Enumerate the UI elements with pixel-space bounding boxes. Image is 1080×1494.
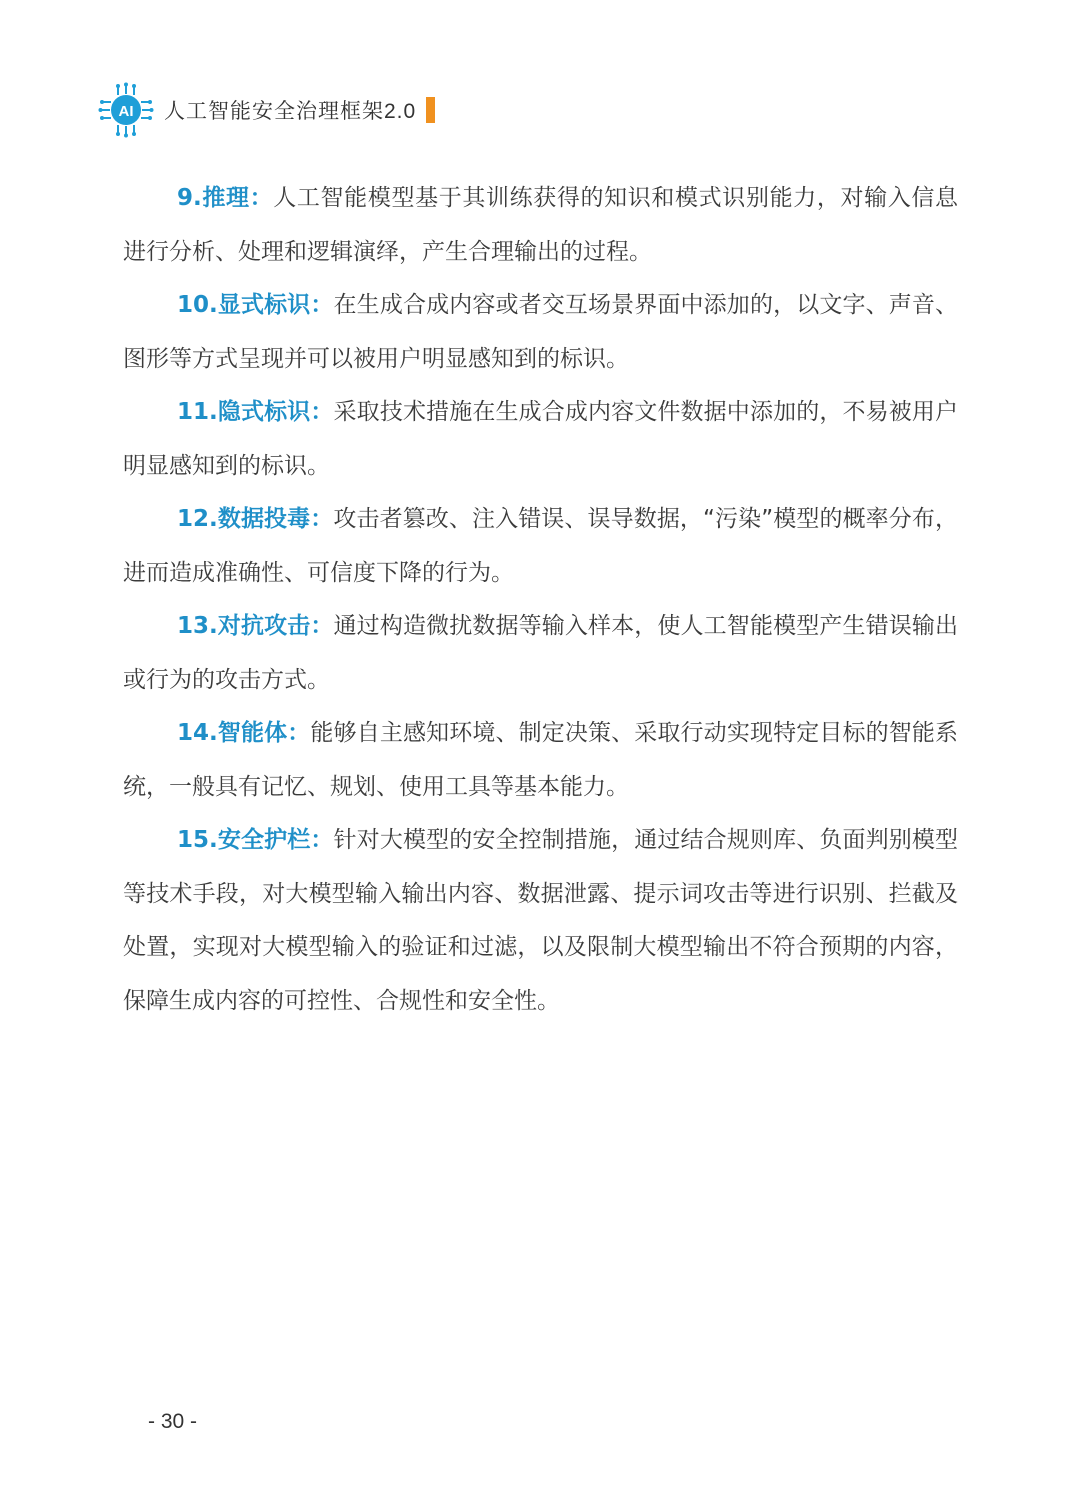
definition-text: 能够自主感知环境、制定决策、采取行动实现特定目标的智能系统，一般具有记忆、规划、使用工具等基本能力。 — [123, 720, 959, 800]
definition-term: 12.数据投毒： — [177, 506, 334, 532]
definition-text: 针对大模型的安全控制措施，通过结合规则库、负面判别模型等技术手段，对大模型输入输出内容、数据泄露、提示词攻击等进行识别、拦截及处置，实现对大模型输入的验证和过滤，以及限制大模型输出不符合预期的内容，保障生成内容的可控性、合规性和安全性。 — [123, 827, 958, 1014]
definition-entry — [123, 279, 958, 386]
definition-term: 14.智能体： — [177, 720, 311, 746]
definition-entry — [123, 707, 958, 814]
document-title: 人工智能安全治理框架2.0 — [164, 100, 417, 123]
definition-term: 15.安全护栏： — [177, 827, 334, 853]
definition-entry — [123, 493, 958, 600]
definition-term: 9.推理： — [177, 185, 274, 211]
definition-text: 采取技术措施在生成合成内容文件数据中添加的，不易被用户明显感知到的标识。 — [123, 399, 958, 479]
definitions-list — [123, 172, 958, 1028]
page-number: - 30 - — [148, 1410, 198, 1433]
definition-text: 攻击者篡改、注入错误、误导数据，“污染”模型的概率分布，进而造成准确性、可信度下降的行为。 — [123, 506, 958, 586]
definition-entry — [123, 600, 958, 707]
definition-term: 11.隐式标识： — [177, 399, 334, 425]
title-accent-bar — [426, 97, 435, 123]
definition-entry — [123, 172, 958, 279]
page-header — [98, 82, 435, 138]
definition-entry — [123, 814, 958, 1028]
definition-entry — [123, 386, 958, 493]
definition-term: 13.对抗攻击： — [177, 613, 334, 639]
definition-text: 人工智能模型基于其训练获得的知识和模式识别能力，对输入信息进行分析、处理和逻辑演绎，产生合理输出的过程。 — [123, 185, 958, 265]
definition-text: 通过构造微扰数据等输入样本，使人工智能模型产生错误输出或行为的攻击方式。 — [123, 613, 958, 693]
definition-text: 在生成合成内容或者交互场景界面中添加的，以文字、声音、图形等方式呈现并可以被用户明显感知到的标识。 — [123, 292, 958, 372]
logo-text: AI — [118, 103, 134, 120]
definition-term: 10.显式标识： — [177, 292, 334, 318]
ai-chip-logo-icon — [98, 82, 154, 138]
